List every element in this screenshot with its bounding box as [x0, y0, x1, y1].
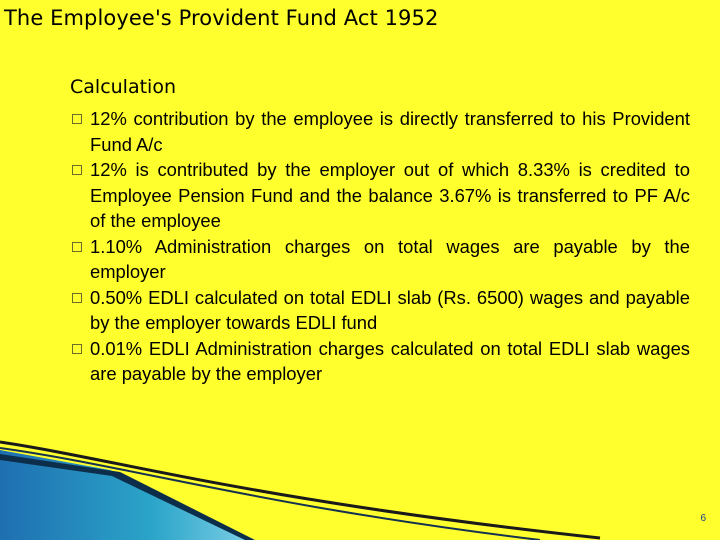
list-item-text: 0.50% EDLI calculated on total EDLI slab (Rs. 6500) wages and payable by the employer towards EDLI fund [90, 286, 690, 333]
list-item-text: 1.10% Administration charges on total wages are payable by the employer [90, 235, 690, 282]
checkbox-bullet-icon [72, 242, 82, 252]
checkbox-bullet-icon [72, 344, 82, 354]
list-item [72, 157, 690, 234]
corner-swoosh-decoration [0, 420, 720, 540]
checkbox-bullet-icon [72, 114, 82, 124]
list-item [72, 336, 690, 387]
checkbox-bullet-icon [72, 165, 82, 175]
list-item [72, 285, 690, 336]
list-item [72, 234, 690, 285]
checkbox-bullet-icon [72, 293, 82, 303]
list-item-text: 0.01% EDLI Administration charges calculated on total EDLI slab wages are payable by the employer [90, 337, 690, 384]
slide-title: The Employee's Provident Fund Act 1952 [4, 6, 439, 30]
list-item-text: 12% contribution by the employee is directly transferred to his Provident Fund A/c [90, 108, 690, 155]
page-number: 6 [700, 513, 706, 524]
list-item [72, 106, 690, 157]
list-item-text: 12% is contributed by the employer out of which 8.33% is credited to Employee Pension Fund and the balance 3.67% is transferred to PF A/c of the employee [90, 159, 690, 231]
bullet-list [72, 106, 690, 387]
section-heading: Calculation [70, 76, 176, 98]
